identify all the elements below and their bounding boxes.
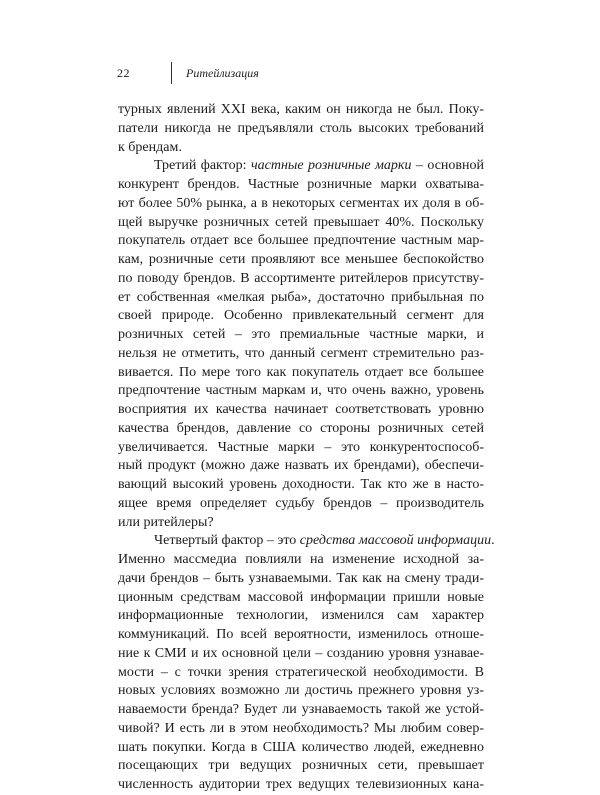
text-line: по поводу брендов. В ассортименте ритейлеров присутству- <box>118 270 484 286</box>
section-title: Ритейлизация <box>186 65 259 80</box>
text-line: наваемости бренда? Будет ли узнаваемость такой же устой- <box>118 702 484 717</box>
emphasis-term: частные розничные марки <box>250 158 412 174</box>
text-line: или ритейлеры? <box>118 514 214 530</box>
text-run: Четвертый фактор – это <box>154 533 300 549</box>
text-line: своей природе. Особенно привлекательный сегмент для <box>118 308 484 324</box>
text-line: качества брендов, давление со стороны розничных сетей <box>118 420 484 436</box>
text-line: ют более 50% рынка, а в некоторых сегментах их доля в об- <box>118 195 484 211</box>
text-line: патели никогда не предъявляли столь высоких требований <box>118 120 484 136</box>
text-run: . <box>491 533 495 549</box>
text-line: ный продукт (можно даже назвать их брендами), обеспечи- <box>118 458 484 474</box>
text-line: коммуникаций. По всей вероятности, изменилось отноше- <box>118 627 484 642</box>
text-line: мости – с точки зрения стратегической необходимости. В <box>118 664 484 680</box>
text-line: покупатель отдает все большее предпочтение частным мар- <box>118 233 484 249</box>
text-line: посещающих три ведущих розничных сети, превышает <box>118 758 484 774</box>
text-line: ние к СМИ и их основной цели – созданию уровня узнавае- <box>118 645 484 661</box>
text-run: – основной <box>411 158 485 174</box>
text-line: розничных сетей – это премиальные частные марки, и <box>118 327 484 342</box>
paragraph <box>118 101 484 157</box>
text-line: чивой? И есть ли в этом необходимость? Мы любим совер- <box>118 720 484 736</box>
text-line: численность аудитории трех ведущих телевизионных кана- <box>118 777 484 792</box>
text-line: ет собственная «мелкая рыба», достаточно прибыльная по <box>118 289 484 305</box>
paragraph <box>118 532 495 795</box>
text-line <box>118 157 484 176</box>
text-line: кам, розничные сети проявляют все меньшее беспокойство <box>118 252 484 267</box>
header-divider <box>171 62 172 84</box>
text-line: дачи брендов – быть узнаваемыми. Так как на смену тради- <box>118 570 484 586</box>
emphasis-term: средства массовой информации <box>299 533 492 549</box>
text-line: восприятия их качества начинает соответствовать уровню <box>118 402 484 417</box>
text-line: предпочтение частным маркам и, что очень важно, уровень <box>118 383 484 399</box>
text-line: ционным средствам массовой информации пришли новые <box>118 589 484 605</box>
text-line: вающий высокий уровень доходности. Так кто же в насто- <box>118 477 484 492</box>
text-line: шать покупки. Когда в США количество людей, ежедневно <box>118 739 484 755</box>
running-head <box>117 62 259 84</box>
text-line: увеличивается. Частные марки – это конкурентоспособ- <box>118 439 484 455</box>
text-line: вивается. По мере того как покупатель отдает все большее <box>118 364 484 380</box>
page-number: 22 <box>117 65 130 80</box>
paragraph <box>118 157 484 532</box>
text-run: Третий фактор: <box>154 158 251 174</box>
text-line: ящее время определяет судьбу брендов – производитель <box>118 495 484 511</box>
text-line: турных явлений XXI века, каким он никогда не был. Поку- <box>118 102 484 117</box>
text-line: информационные технологии, изменился сам характер <box>118 608 484 624</box>
body-text <box>118 101 495 795</box>
text-line: Именно массмедиа повлияли на изменение исходной за- <box>118 552 484 567</box>
text-line <box>118 532 495 551</box>
text-line: к брендам. <box>118 139 182 155</box>
text-line: нельзя не отметить, что данный сегмент стремительно раз- <box>118 345 484 361</box>
text-line: щей выручке розничных сетей превышает 40%. Поскольку <box>118 214 484 230</box>
text-line: новых условиях возможно ли достичь прежнего уровня уз- <box>118 683 484 699</box>
text-line: конкурент брендов. Частные розничные марки охватыва- <box>118 177 484 192</box>
